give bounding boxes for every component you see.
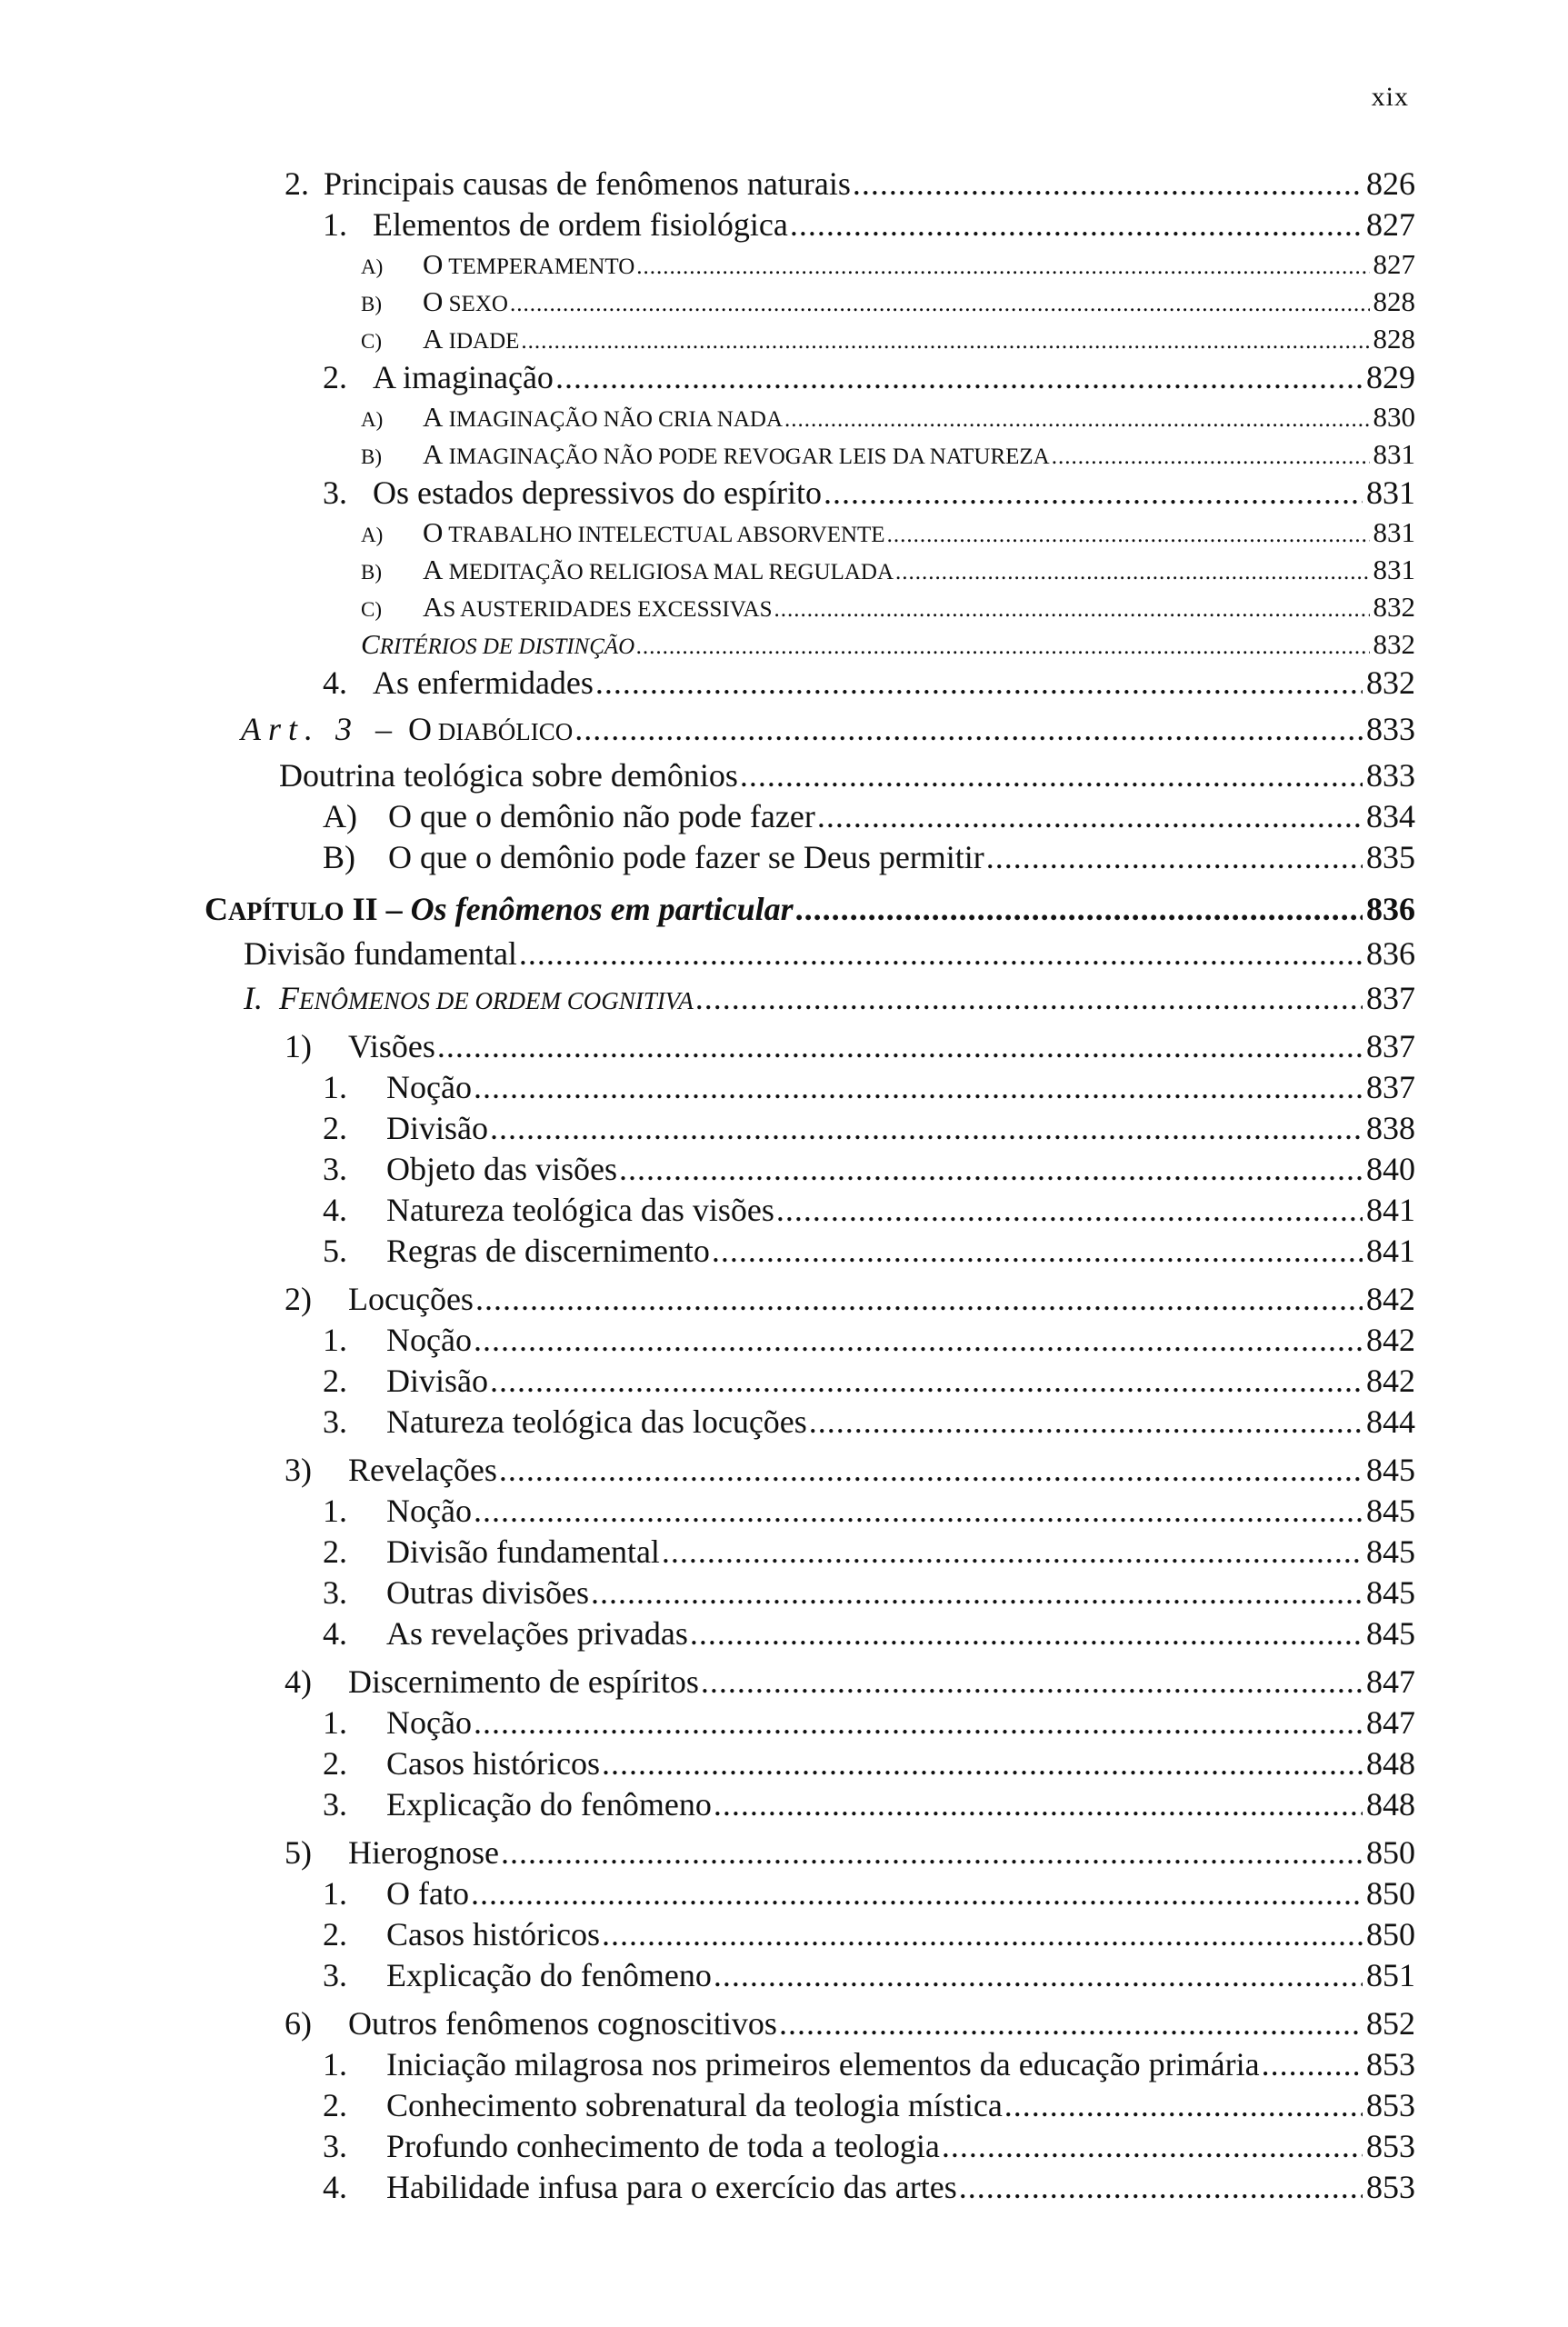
entry-number: 4. [323, 1615, 347, 1652]
toc-entry-item [205, 1743, 1415, 1784]
entry-initial: O [423, 285, 444, 317]
dot-leader [499, 1450, 1363, 1491]
toc-entry-section [205, 164, 1415, 205]
entry-page: 831 [1373, 516, 1415, 548]
entry-title: Divisão fundamental [386, 1533, 660, 1570]
toc-entry-group [205, 1279, 1415, 1320]
entry-rest: TEMPERAMENTO [443, 255, 635, 279]
entry-initial: A [423, 323, 444, 355]
toc-entry-item [205, 2085, 1415, 2126]
entry-rest: S AUSTERIDADES EXCESSIVAS [443, 597, 773, 622]
entry-title: O que o demônio pode fazer se Deus permitir [388, 839, 984, 875]
entry-page: 834 [1366, 798, 1415, 834]
toc-entry-group [205, 1833, 1415, 1873]
entry-number: 3) [285, 1452, 312, 1488]
entry-rest: IMAGINAÇÃO NÃO PODE REVOGAR LEIS DA NATUREZA [443, 444, 1050, 469]
dot-leader [714, 1784, 1363, 1825]
entry-initial: O [408, 711, 433, 747]
toc-entry-subsection [205, 205, 1415, 245]
entry-page: 848 [1366, 1786, 1415, 1823]
entry-title: Objeto das visões [386, 1151, 617, 1187]
entry-page: 845 [1366, 1533, 1415, 1570]
entry-page: 845 [1366, 1493, 1415, 1529]
entry-title: O fato [386, 1875, 469, 1912]
entry-number: 2) [285, 1281, 312, 1317]
toc-entry-minor [205, 320, 1415, 357]
entry-page: 844 [1366, 1403, 1415, 1440]
entry-number: 6) [285, 2005, 312, 2042]
toc-entry-minor [205, 588, 1415, 625]
toc-entry-minor [205, 435, 1415, 473]
entry-page: 853 [1366, 2128, 1415, 2164]
entry-letter: B) [361, 561, 382, 584]
entry-page: 833 [1366, 757, 1415, 794]
entry-page: 838 [1366, 1110, 1415, 1146]
entry-initial: F [279, 980, 299, 1016]
toc-entry-item [205, 1613, 1415, 1654]
entry-title: Os estados depressivos do espírito [373, 474, 822, 511]
entry-page: 831 [1373, 438, 1415, 470]
entry-initial: A [423, 401, 444, 433]
entry-title: Explicação do fenômeno [386, 1957, 712, 1993]
entry-number: 4. [323, 664, 347, 701]
dot-leader [784, 401, 1370, 438]
dot-leader [701, 1662, 1363, 1703]
entry-page: 831 [1373, 554, 1415, 585]
toc-entry-item [205, 1955, 1415, 1996]
entry-title [423, 398, 783, 438]
dot-leader [662, 1532, 1363, 1573]
entry-letter: A) [361, 408, 384, 431]
entry-number: 2. [323, 1363, 347, 1399]
entry-letter: A) [361, 524, 384, 546]
entry-title: Discernimento de espíritos [348, 1663, 699, 1700]
entry-title: Iniciação milagrosa nos primeiros elementos da educação primária [386, 2046, 1260, 2082]
toc-entry-item [205, 1703, 1415, 1743]
toc-entry-part [205, 978, 1415, 1019]
entry-letter: A) [361, 255, 384, 278]
entry-title: Divisão [386, 1363, 488, 1399]
toc-entry-item [205, 1402, 1415, 1443]
dot-leader [519, 934, 1363, 974]
entry-page: 845 [1366, 1452, 1415, 1488]
toc-entry-subsection [205, 473, 1415, 514]
entry-number: 1. [323, 1322, 347, 1358]
entry-page: 833 [1366, 711, 1415, 747]
entry-page: 828 [1373, 323, 1415, 355]
toc-entry-item [205, 2126, 1415, 2167]
dot-leader [824, 473, 1363, 514]
entry-title: Locuções [348, 1281, 474, 1317]
dot-leader [474, 1703, 1363, 1743]
entry-page: 837 [1366, 980, 1415, 1016]
entry-page: 845 [1366, 1574, 1415, 1611]
entry-title [244, 978, 694, 1022]
entry-number: 1) [285, 1028, 312, 1064]
entry-title: Outros fenômenos cognoscitivos [348, 2005, 777, 2042]
page-number: xix [1371, 82, 1409, 112]
entry-title: O que o demônio não pode fazer [388, 798, 815, 834]
entry-page: 841 [1366, 1233, 1415, 1269]
entry-page: 826 [1366, 165, 1415, 202]
toc-entry-item [205, 1532, 1415, 1573]
entry-page: 830 [1373, 401, 1415, 433]
entry-page: 837 [1366, 1028, 1415, 1064]
entry-number: 2. [323, 1916, 347, 1952]
entry-rest: DIABÓLICO [432, 718, 574, 745]
entry-number: 1. [323, 1493, 347, 1529]
entry-title: Divisão fundamental [244, 935, 517, 972]
toc-entry-subsection [205, 837, 1415, 878]
entry-title: Profundo conhecimento de toda a teologia [386, 2128, 940, 2164]
entry-title [361, 625, 634, 665]
entry-title: Regras de discernimento [386, 1233, 710, 1269]
entry-title: Divisão [386, 1110, 488, 1146]
dot-leader [636, 628, 1369, 665]
toc-entry-item [205, 1149, 1415, 1190]
article-prefix: Art. 3 [241, 711, 360, 747]
entry-title: Natureza teológica das visões [386, 1192, 774, 1228]
entry-title: Conhecimento sobrenatural da teologia mística [386, 2087, 1003, 2123]
entry-number: 2. [323, 359, 347, 395]
dot-leader [817, 796, 1363, 837]
entry-title [423, 245, 634, 285]
entry-title: A imaginação [373, 359, 554, 395]
dot-leader [602, 1914, 1363, 1955]
entry-title: Casos históricos [386, 1745, 601, 1782]
entry-page: 827 [1373, 248, 1415, 280]
entry-title [423, 283, 508, 323]
toc-entry-minor [205, 283, 1415, 320]
entry-number: 3. [323, 1403, 347, 1440]
dot-leader [776, 1190, 1363, 1231]
entry-title: Explicação do fenômeno [386, 1786, 712, 1823]
entry-number: 3. [323, 1574, 347, 1611]
entry-title [375, 709, 573, 753]
entry-number: 1. [323, 1704, 347, 1741]
toc-entry-item [205, 1190, 1415, 1231]
entry-page: 835 [1366, 839, 1415, 875]
entry-letter: C) [361, 598, 382, 621]
entry-page: 842 [1366, 1322, 1415, 1358]
toc-entry-item [205, 1784, 1415, 1825]
entry-initial: A [423, 554, 444, 585]
entry-title: As enfermidades [373, 664, 594, 701]
dot-leader [1004, 2085, 1363, 2126]
entry-title: Elementos de ordem fisiológica [373, 206, 788, 243]
entry-page: 853 [1366, 2169, 1415, 2205]
entry-page: 831 [1366, 474, 1415, 511]
toc-entry-group [205, 2003, 1415, 2044]
dot-leader [959, 2167, 1363, 2208]
entry-initial: A [423, 591, 444, 623]
entry-page: 832 [1373, 591, 1415, 623]
dot-leader [809, 1402, 1363, 1443]
entry-page: 850 [1366, 1834, 1415, 1871]
toc-entry-criteria [205, 625, 1415, 663]
dot-leader [474, 1491, 1363, 1532]
entry-title: Noção [386, 1069, 472, 1105]
entry-title: Casos históricos [386, 1916, 601, 1952]
entry-page: 853 [1366, 2046, 1415, 2082]
dot-leader [714, 1955, 1363, 1996]
toc-entry-item [205, 2044, 1415, 2085]
entry-number: 1. [323, 1069, 347, 1105]
entry-number: 2. [285, 165, 309, 202]
toc-entry-group [205, 1450, 1415, 1491]
dot-leader [510, 285, 1370, 323]
entry-page: 842 [1366, 1363, 1415, 1399]
part-numeral: I. [244, 980, 263, 1016]
entry-rest: IDADE [443, 329, 520, 354]
dot-leader [774, 591, 1370, 628]
toc-entry-item [205, 2167, 1415, 2208]
entry-page: 850 [1366, 1916, 1415, 1952]
entry-title [423, 435, 1050, 475]
entry-title [423, 551, 894, 591]
dot-leader [501, 1833, 1363, 1873]
entry-page: 847 [1366, 1704, 1415, 1741]
toc-entry-item [205, 1231, 1415, 1272]
entry-title: Noção [386, 1322, 472, 1358]
entry-title: Visões [348, 1028, 435, 1064]
entry-title: Habilidade infusa para o exercício das artes [386, 2169, 957, 2205]
entry-title [423, 588, 773, 628]
entry-page: 829 [1366, 359, 1415, 395]
toc-entry-item [205, 1067, 1415, 1108]
toc-entry-subsection [205, 796, 1415, 837]
entry-page: 840 [1366, 1151, 1415, 1187]
entry-number: 3. [323, 1957, 347, 1993]
toc-entry-subsection [205, 663, 1415, 704]
entry-page: 850 [1366, 1875, 1415, 1912]
toc-entry-subsection [205, 357, 1415, 398]
toc-entry-minor [205, 551, 1415, 588]
entry-page: 852 [1366, 2005, 1415, 2042]
toc-entry-item [205, 1873, 1415, 1914]
entry-page: 845 [1366, 1615, 1415, 1652]
entry-page: 832 [1366, 664, 1415, 701]
toc-entry-minor [205, 398, 1415, 435]
entry-title: Natureza teológica das locuções [386, 1403, 807, 1440]
dot-leader [853, 164, 1363, 205]
entry-page: 836 [1366, 891, 1415, 927]
dot-leader [887, 516, 1370, 554]
entry-initial: O [423, 248, 444, 280]
entry-number: 3. [323, 2128, 347, 2164]
dot-leader [490, 1108, 1363, 1149]
chapter-initial: C [205, 891, 228, 927]
dot-leader [521, 323, 1369, 360]
dot-leader [779, 2003, 1363, 2044]
entry-letter: A) [323, 798, 357, 834]
entry-title: Outras divisões [386, 1574, 589, 1611]
toc-entry-item [205, 1108, 1415, 1149]
entry-initial: O [423, 516, 444, 548]
entry-title [423, 514, 885, 554]
toc-entry-item [205, 1573, 1415, 1613]
dot-leader [490, 1361, 1363, 1402]
dot-leader [475, 1279, 1363, 1320]
entry-letter: C) [361, 330, 382, 353]
toc-entry-item [205, 1491, 1415, 1532]
entry-title: As revelações privadas [386, 1615, 688, 1652]
entry-number: 3. [323, 474, 347, 511]
toc-entry-chapter [205, 889, 1415, 930]
toc-entry-division [205, 934, 1415, 974]
dot-leader [942, 2126, 1363, 2167]
dot-leader [636, 248, 1369, 285]
entry-title [205, 889, 794, 933]
toc-entry-group [205, 1026, 1415, 1067]
entry-number: 5. [323, 1233, 347, 1269]
dot-leader [795, 889, 1363, 930]
dot-leader [602, 1743, 1363, 1784]
dot-leader [695, 978, 1363, 1019]
entry-initial: C [361, 628, 380, 660]
entry-page: 828 [1373, 285, 1415, 317]
entry-title: Noção [386, 1704, 472, 1741]
entry-number: 2. [323, 2087, 347, 2123]
entry-rest: IMAGINAÇÃO NÃO CRIA NADA [443, 407, 783, 432]
entry-rest: RITÉRIOS DE DISTINÇÃO [379, 634, 635, 659]
dot-leader [619, 1149, 1363, 1190]
dot-leader [474, 1067, 1363, 1108]
entry-number: 2. [323, 1110, 347, 1146]
dot-leader [555, 357, 1363, 398]
toc-entry-item [205, 1320, 1415, 1361]
entry-letter: B) [361, 445, 382, 468]
dot-leader [1052, 438, 1370, 475]
entry-number: 3. [323, 1151, 347, 1187]
entry-title: Doutrina teológica sobre demônios [279, 757, 738, 794]
dot-leader [1262, 2044, 1363, 2085]
entry-title: Revelações [348, 1452, 497, 1488]
entry-rest: SEXO [443, 292, 508, 316]
entry-page: 842 [1366, 1281, 1415, 1317]
dot-leader [740, 755, 1363, 796]
toc-entry-doctrine [205, 755, 1415, 796]
dot-leader [712, 1231, 1363, 1272]
dot-leader [595, 663, 1363, 704]
entry-page: 832 [1373, 628, 1415, 660]
entry-initial: A [423, 438, 444, 470]
entry-rest: TRABALHO INTELECTUAL ABSORVENTE [443, 523, 885, 547]
dot-leader [591, 1573, 1363, 1613]
toc-entry-item [205, 1361, 1415, 1402]
toc-entry-minor [205, 514, 1415, 551]
chapter-number: II – [344, 891, 411, 927]
chapter-title: Os fenômenos em particular [410, 891, 794, 927]
chapter-word: APÍTULO [228, 898, 345, 926]
entry-number: 2. [323, 1533, 347, 1570]
entry-page: 848 [1366, 1745, 1415, 1782]
toc-entry-item [205, 1914, 1415, 1955]
dot-leader [790, 205, 1363, 245]
entry-number: 2. [323, 1745, 347, 1782]
article-dash: – [375, 711, 393, 747]
entry-title: Hierognose [348, 1834, 499, 1871]
entry-page: 827 [1366, 206, 1415, 243]
entry-number: 1. [323, 206, 347, 243]
toc-entry-group [205, 1662, 1415, 1703]
entry-number: 4. [323, 2169, 347, 2205]
dot-leader [690, 1613, 1363, 1654]
entry-letter: B) [323, 839, 355, 875]
entry-rest: ENÔMENOS DE ORDEM COGNITIVA [299, 987, 694, 1014]
entry-number: 1. [323, 1875, 347, 1912]
entry-page: 853 [1366, 2087, 1415, 2123]
entry-number: 1. [323, 2046, 347, 2082]
entry-page: 836 [1366, 935, 1415, 972]
dot-leader [986, 837, 1363, 878]
entry-page: 837 [1366, 1069, 1415, 1105]
entry-number: 4. [323, 1192, 347, 1228]
table-of-contents [205, 164, 1415, 2208]
entry-title: Noção [386, 1493, 472, 1529]
entry-rest: MEDITAÇÃO RELIGIOSA MAL REGULADA [443, 560, 894, 584]
entry-number: 5) [285, 1834, 312, 1871]
toc-entry-article [205, 709, 1415, 750]
entry-number: 4) [285, 1663, 312, 1700]
dot-leader [895, 554, 1369, 591]
dot-leader [437, 1026, 1363, 1067]
dot-leader [474, 1320, 1363, 1361]
entry-page: 851 [1366, 1957, 1415, 1993]
toc-entry-minor [205, 245, 1415, 283]
dot-leader [574, 709, 1363, 750]
dot-leader [471, 1873, 1363, 1914]
entry-page: 841 [1366, 1192, 1415, 1228]
entry-title [423, 320, 519, 360]
entry-title: Principais causas de fenômenos naturais [324, 165, 851, 202]
entry-letter: B) [361, 293, 382, 315]
entry-page: 847 [1366, 1663, 1415, 1700]
entry-number: 3. [323, 1786, 347, 1823]
